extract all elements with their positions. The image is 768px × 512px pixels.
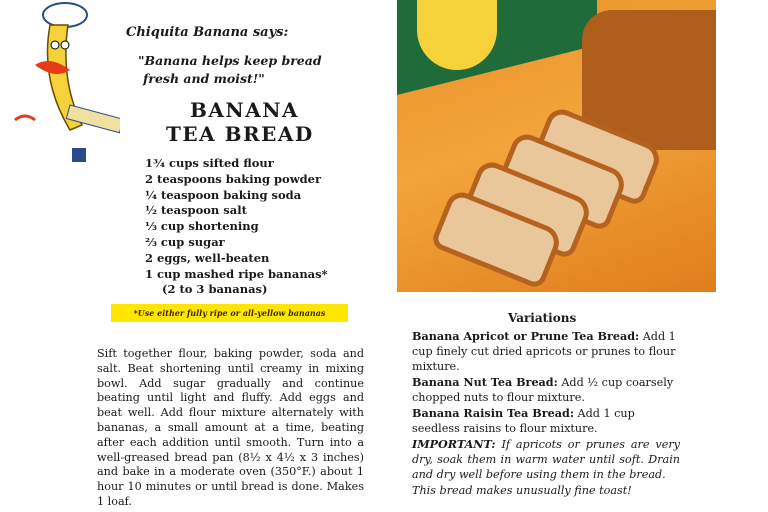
- method-text: Sift together flour, baking powder, soda and salt. Beat shortening until creamy in mixing bowl. Add sugar gradually and continue beating until light and fluffy. Add eggs and beat well. Add flour mixture alternately with bananas, a small amount at a time, beating after each addition until smooth. Turn into a well-greased bread pan (8½ x 4½ x 3 inches) and bake in a moderate oven (350°F.) about 1 hour 10 minutes or until bread is done. Makes 1 loaf.: [97, 347, 364, 508]
- ingredient: 1¾ cups sifted flour: [145, 156, 274, 170]
- ingredient: ¼ teaspoon baking soda: [145, 187, 302, 202]
- ingredient: ⅔ cup sugar: [145, 234, 225, 249]
- variation-text: Add 1 cup seedless raisins to flour mixture.: [412, 407, 635, 435]
- variation-name: Banana Nut Tea Bread:: [412, 375, 558, 389]
- variations-heading: Variations: [508, 311, 577, 325]
- important-text: If apricots or prunes are very dry, soak them in warm water until soft. Drain and dry well before using them in the bread.: [412, 438, 680, 481]
- chiquita-banana-mascot-illustration: [10, 0, 120, 170]
- variation-item: [412, 329, 680, 374]
- closing-line: [412, 483, 680, 498]
- recipe-title: [166, 98, 314, 146]
- quote-line: "Banana helps keep bread: [138, 53, 322, 68]
- banana-note: *Use either fully ripe or all-yellow bananas: [111, 304, 348, 322]
- closing-text: This bread makes unusually fine toast!: [412, 484, 632, 497]
- variation-text: Add ½ cup coarsely chopped nuts to flour mixture.: [412, 376, 674, 404]
- variation-item: [412, 406, 680, 436]
- mascot-quote: [138, 52, 322, 88]
- ingredient: 2 eggs, well-beaten: [145, 250, 270, 265]
- ingredients-list: [145, 156, 328, 298]
- variation-text: Add 1 cup finely cut dried apricots or prunes to flour mixture.: [412, 330, 676, 373]
- mascot-says: Chiquita Banana says:: [126, 25, 289, 40]
- ingredient: (2 to 3 bananas): [162, 282, 268, 297]
- title-line: BANANA: [190, 98, 300, 122]
- quote-line: fresh and moist!": [143, 71, 265, 86]
- variation-name: Banana Apricot or Prune Tea Bread:: [412, 329, 640, 343]
- title-line: TEA BREAD: [166, 122, 314, 146]
- important-label: IMPORTANT:: [412, 437, 496, 451]
- ingredient: 1 cup mashed ripe bananas*: [145, 266, 328, 281]
- ingredient: ⅓ cup shortening: [145, 219, 259, 234]
- banana-bread-photo: [397, 0, 716, 292]
- ingredient: 2 teaspoons baking powder: [145, 171, 322, 186]
- ingredient: ½ teaspoon salt: [145, 203, 247, 218]
- variation-name: Banana Raisin Tea Bread:: [412, 406, 574, 420]
- variation-item: [412, 375, 680, 405]
- important-note: [412, 437, 680, 482]
